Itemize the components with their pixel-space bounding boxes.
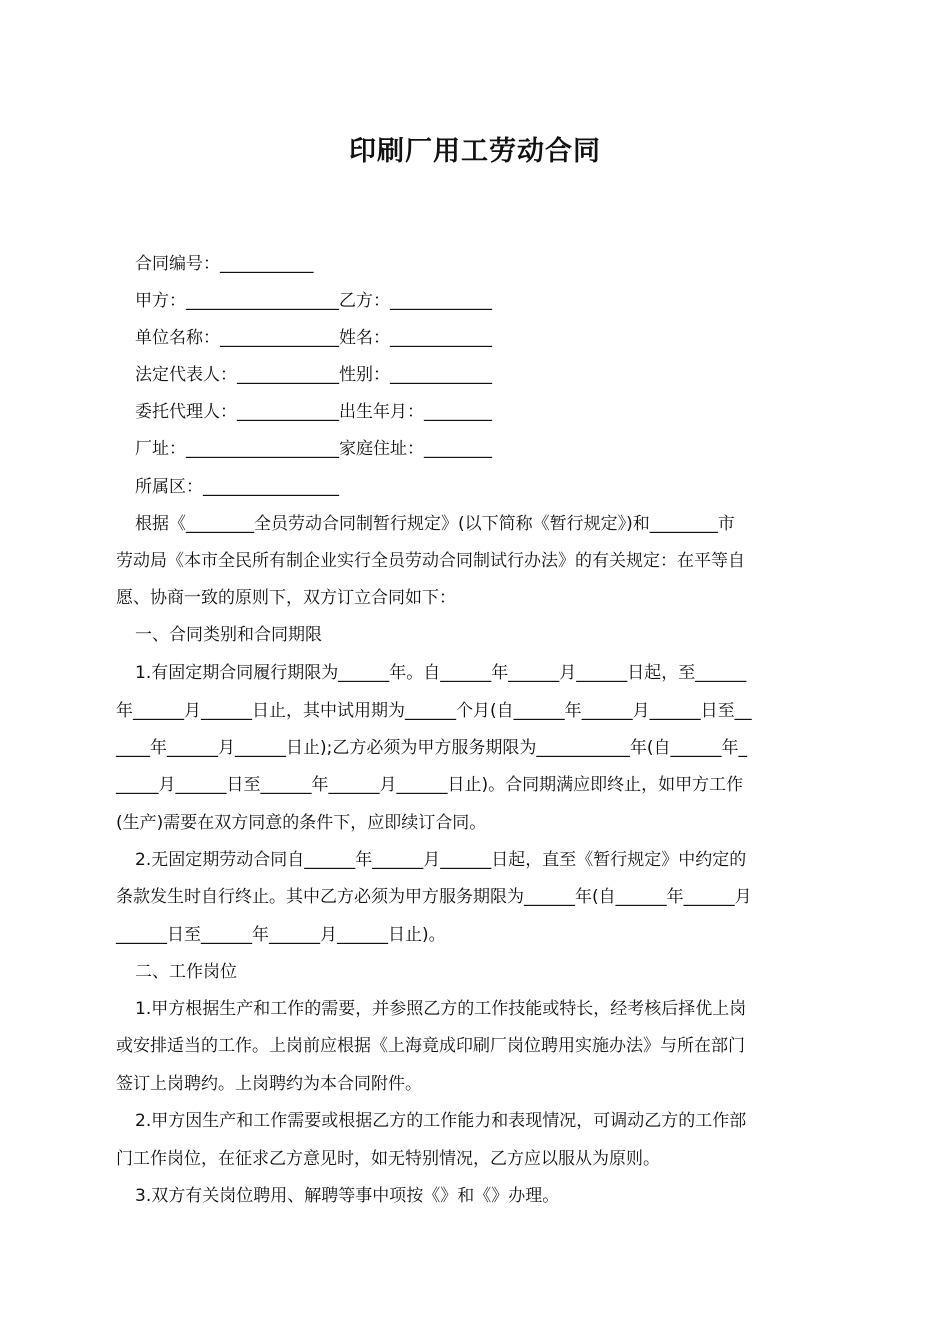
body-line: _____月______日至______年______月______日止)。合同期满应即终止，如甲方工作 bbox=[116, 775, 744, 795]
section-heading: 二、工作岗位 bbox=[135, 962, 237, 982]
body-line: 2.无固定期劳动合同自______年______月______日起，直至《暂行规定》中约定的 bbox=[135, 850, 747, 870]
unit-name-field: 单位名称：______________姓名：____________ bbox=[135, 328, 492, 348]
legal-representative-field: 法定代表人：____________性别：____________ bbox=[135, 365, 492, 385]
body-line: 或安排适当的工作。上岗前应根据《上海竟成印刷厂岗位聘用实施办法》与所在部门 bbox=[116, 1036, 745, 1056]
party-a-party-b-field: 甲方：__________________乙方：____________ bbox=[135, 291, 492, 311]
body-line: 签订上岗聘约。上岗聘约为本合同附件。 bbox=[116, 1074, 422, 1094]
body-line: 门工作岗位，在征求乙方意见时，如无特别情况，乙方应以服从为原则。 bbox=[116, 1149, 660, 1169]
body-line: ____年______月______日止);乙方必须为甲方服务期限为___________年(自______年_ bbox=[116, 738, 747, 758]
document-title: 印刷厂用工劳动合同 bbox=[349, 136, 601, 167]
contract-number-field: 合同编号：___________ bbox=[135, 254, 314, 274]
body-line: 1.甲方根据生产和工作的需要，并参照乙方的工作技能或特长，经考核后择优上岗 bbox=[135, 999, 747, 1019]
body-line: 1.有固定期合同履行期限为______年。自______年______月______日起，至______ bbox=[135, 663, 747, 683]
body-line: 2.甲方因生产和工作需要或根据乙方的工作能力和表现情况，可调动乙方的工作部 bbox=[135, 1111, 747, 1131]
body-line: 愿、协商一致的原则下，双方订立合同如下： bbox=[116, 588, 456, 608]
district-field: 所属区：________________ bbox=[135, 477, 339, 497]
body-line: 劳动局《本市全民所有制企业实行全员劳动合同制试行办法》的有关规定：在平等自 bbox=[116, 551, 745, 571]
body-line: 年______月______日止，其中试用期为______个月(自______年______月______日至__ bbox=[116, 701, 752, 721]
body-line: 3.双方有关岗位聘用、解聘等事中项按《》和《》办理。 bbox=[135, 1186, 560, 1206]
body-line: (生产)需要在双方同意的条件下，应即续订合同。 bbox=[116, 813, 487, 833]
entrusted-agent-field: 委托代理人：____________出生年月：________ bbox=[135, 402, 492, 422]
section-heading: 一、合同类别和合同期限 bbox=[135, 625, 322, 645]
body-line: 根据《________全员劳动合同制暂行规定》(以下简称《暂行规定》)和________市 bbox=[135, 514, 735, 534]
body-line: 条款发生时自行终止。其中乙方必须为甲方服务期限为______年(自______年______月 bbox=[116, 887, 752, 907]
factory-address-field: 厂址：__________________家庭住址：________ bbox=[135, 439, 492, 459]
body-line: ______日至______年______月______日止)。 bbox=[116, 925, 446, 945]
